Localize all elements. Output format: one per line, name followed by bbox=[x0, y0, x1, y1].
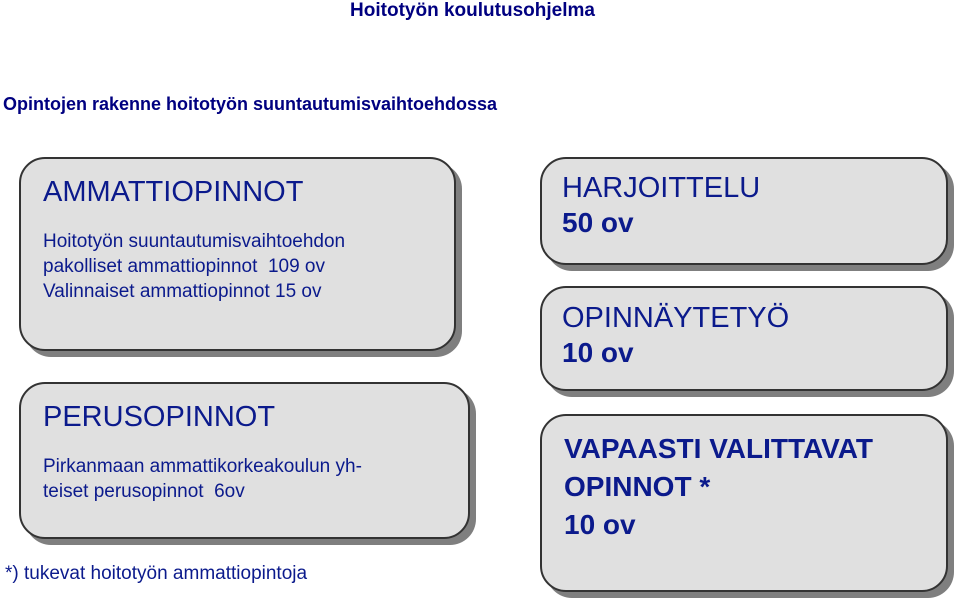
opinnaytetyo-credits: 10 ov bbox=[562, 337, 634, 368]
ammattiopinnot-line-2: pakolliset ammattiopinnot 109 ov bbox=[43, 256, 325, 277]
ammattiopinnot-line-1: Hoitotyön suuntautumisvaihtoehdon bbox=[43, 231, 346, 252]
ammattiopinnot-line-3: Valinnaiset ammattiopinnot 15 ov bbox=[43, 281, 322, 302]
harjoittelu-credits: 50 ov bbox=[562, 207, 634, 238]
harjoittelu-heading: HARJOITTELU bbox=[562, 172, 761, 204]
vapaasti-heading-line-1: VAPAASTI VALITTAVAT bbox=[564, 433, 874, 464]
document-subtitle: Opintojen rakenne hoitotyön suuntautumisvaihtoehdossa bbox=[3, 94, 498, 114]
harjoittelu-box bbox=[540, 157, 948, 265]
ammattiopinnot-heading: AMMATTIOPINNOT bbox=[43, 176, 304, 208]
perusopinnot-line-2: teiset perusopinnot 6ov bbox=[43, 481, 245, 502]
ammattiopinnot-description bbox=[43, 229, 454, 304]
opinnaytetyo-heading: OPINNÄYTETYÖ bbox=[562, 302, 790, 334]
vapaasti-valittavat-box bbox=[540, 414, 948, 592]
perusopinnot-heading: PERUSOPINNOT bbox=[43, 401, 276, 433]
document-title: Hoitotyön koulutusohjelma bbox=[350, 0, 595, 21]
footnote: *) tukevat hoitotyön ammattiopintoja bbox=[5, 563, 308, 584]
opinnaytetyo-box bbox=[540, 286, 948, 391]
vapaasti-heading-line-2: OPINNOT * bbox=[564, 471, 711, 502]
vapaasti-credits: 10 ov bbox=[564, 509, 636, 540]
perusopinnot-description bbox=[43, 454, 468, 504]
perusopinnot-box bbox=[19, 382, 470, 539]
perusopinnot-line-1: Pirkanmaan ammattikorkeakoulun yh- bbox=[43, 456, 362, 477]
ammattiopinnot-box bbox=[19, 157, 456, 351]
